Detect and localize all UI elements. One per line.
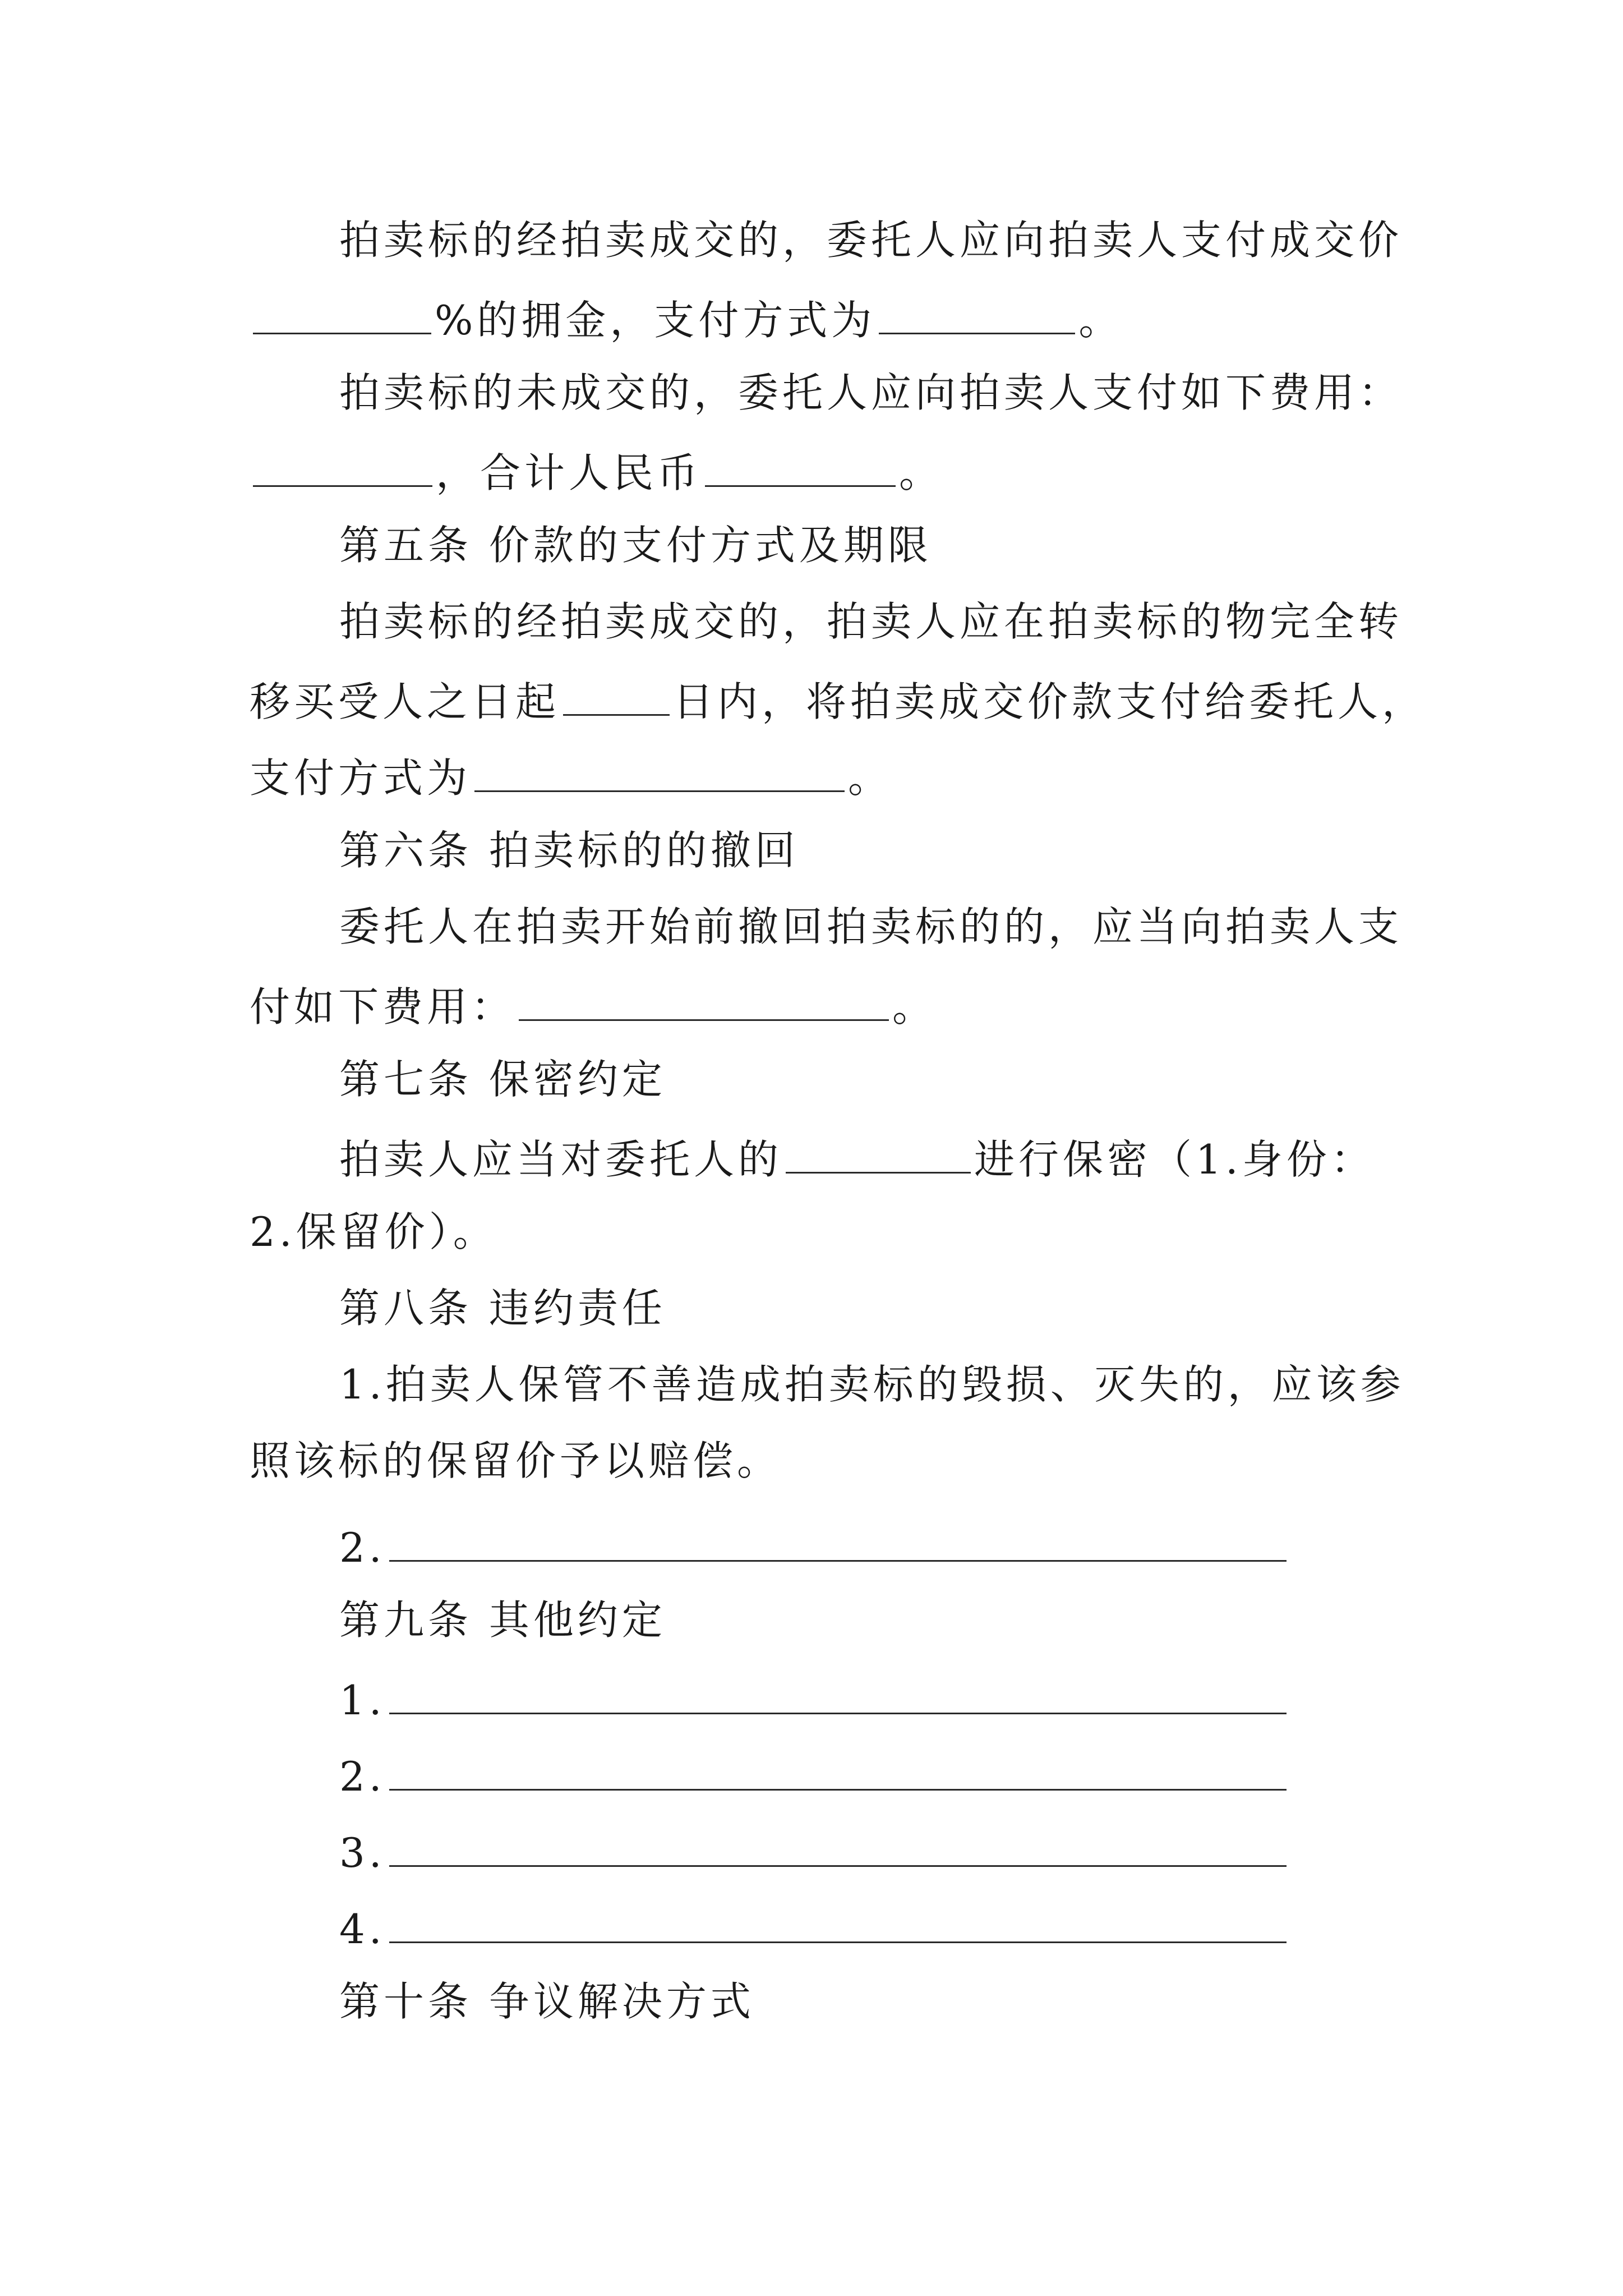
list-item-liability-2: 2. bbox=[339, 1524, 1290, 1568]
paragraph-payment-cont: 移买受人之日起 日内，将拍卖成交价款支付给委托人， bbox=[250, 678, 1427, 725]
section-heading-7: 第七条 保密约定 bbox=[339, 1056, 666, 1103]
blank-field[interactable] bbox=[519, 983, 889, 1021]
paragraph-liability-1: 1.拍卖人保管不善造成拍卖标的毁损、灭失的，应该参 bbox=[339, 1361, 1405, 1408]
paragraph-commission-cont: %的拥金，支付方式为 。 bbox=[250, 296, 1123, 341]
paragraph-payment: 拍卖标的经拍卖成交的，拍卖人应在拍卖标的物完全转 bbox=[339, 598, 1403, 645]
blank-field[interactable] bbox=[389, 1905, 1287, 1943]
blank-field[interactable] bbox=[253, 296, 431, 334]
section-heading-5: 第五条 价款的支付方式及期限 bbox=[339, 522, 932, 569]
paragraph-payment-method: 支付方式为 。 bbox=[250, 754, 893, 802]
blank-field[interactable] bbox=[389, 1752, 1287, 1791]
list-item-other-2: 2. bbox=[339, 1752, 1290, 1797]
paragraph-unsold-cont: ，合计人民币 。 bbox=[250, 449, 943, 493]
blank-field[interactable] bbox=[705, 449, 896, 487]
blank-field[interactable] bbox=[786, 1135, 971, 1174]
list-item-other-1: 1. bbox=[339, 1676, 1290, 1720]
section-heading-6: 第六条 拍卖标的的撤回 bbox=[339, 827, 799, 874]
blank-field[interactable] bbox=[563, 678, 670, 716]
paragraph-confidentiality-cont: 2.保留价）。 bbox=[250, 1208, 497, 1255]
paragraph-liability-1-cont: 照该标的保留价予以赔偿。 bbox=[250, 1437, 782, 1484]
section-heading-9: 第九条 其他约定 bbox=[339, 1596, 666, 1644]
section-heading-10: 第十条 争议解决方式 bbox=[339, 1978, 755, 2025]
blank-field[interactable] bbox=[474, 754, 845, 792]
blank-field[interactable] bbox=[879, 296, 1075, 334]
blank-field[interactable] bbox=[389, 1524, 1287, 1562]
paragraph-withdrawal: 委托人在拍卖开始前撤回拍卖标的的，应当向拍卖人支 bbox=[339, 903, 1403, 950]
paragraph-commission: 拍卖标的经拍卖成交的，委托人应向拍卖人支付成交价 bbox=[339, 217, 1403, 264]
section-heading-8: 第八条 违约责任 bbox=[339, 1285, 666, 1332]
paragraph-withdrawal-cont: 付如下费用： 。 bbox=[250, 983, 937, 1030]
blank-field[interactable] bbox=[253, 449, 432, 487]
paragraph-confidentiality: 拍卖人应当对委托人的 进行保密（1.身份： bbox=[339, 1135, 1375, 1183]
list-item-other-3: 3. bbox=[339, 1829, 1290, 1873]
blank-field[interactable] bbox=[389, 1829, 1287, 1867]
blank-field[interactable] bbox=[389, 1676, 1287, 1714]
paragraph-unsold: 拍卖标的未成交的，委托人应向拍卖人支付如下费用： bbox=[339, 369, 1403, 416]
list-item-other-4: 4. bbox=[339, 1905, 1290, 1949]
